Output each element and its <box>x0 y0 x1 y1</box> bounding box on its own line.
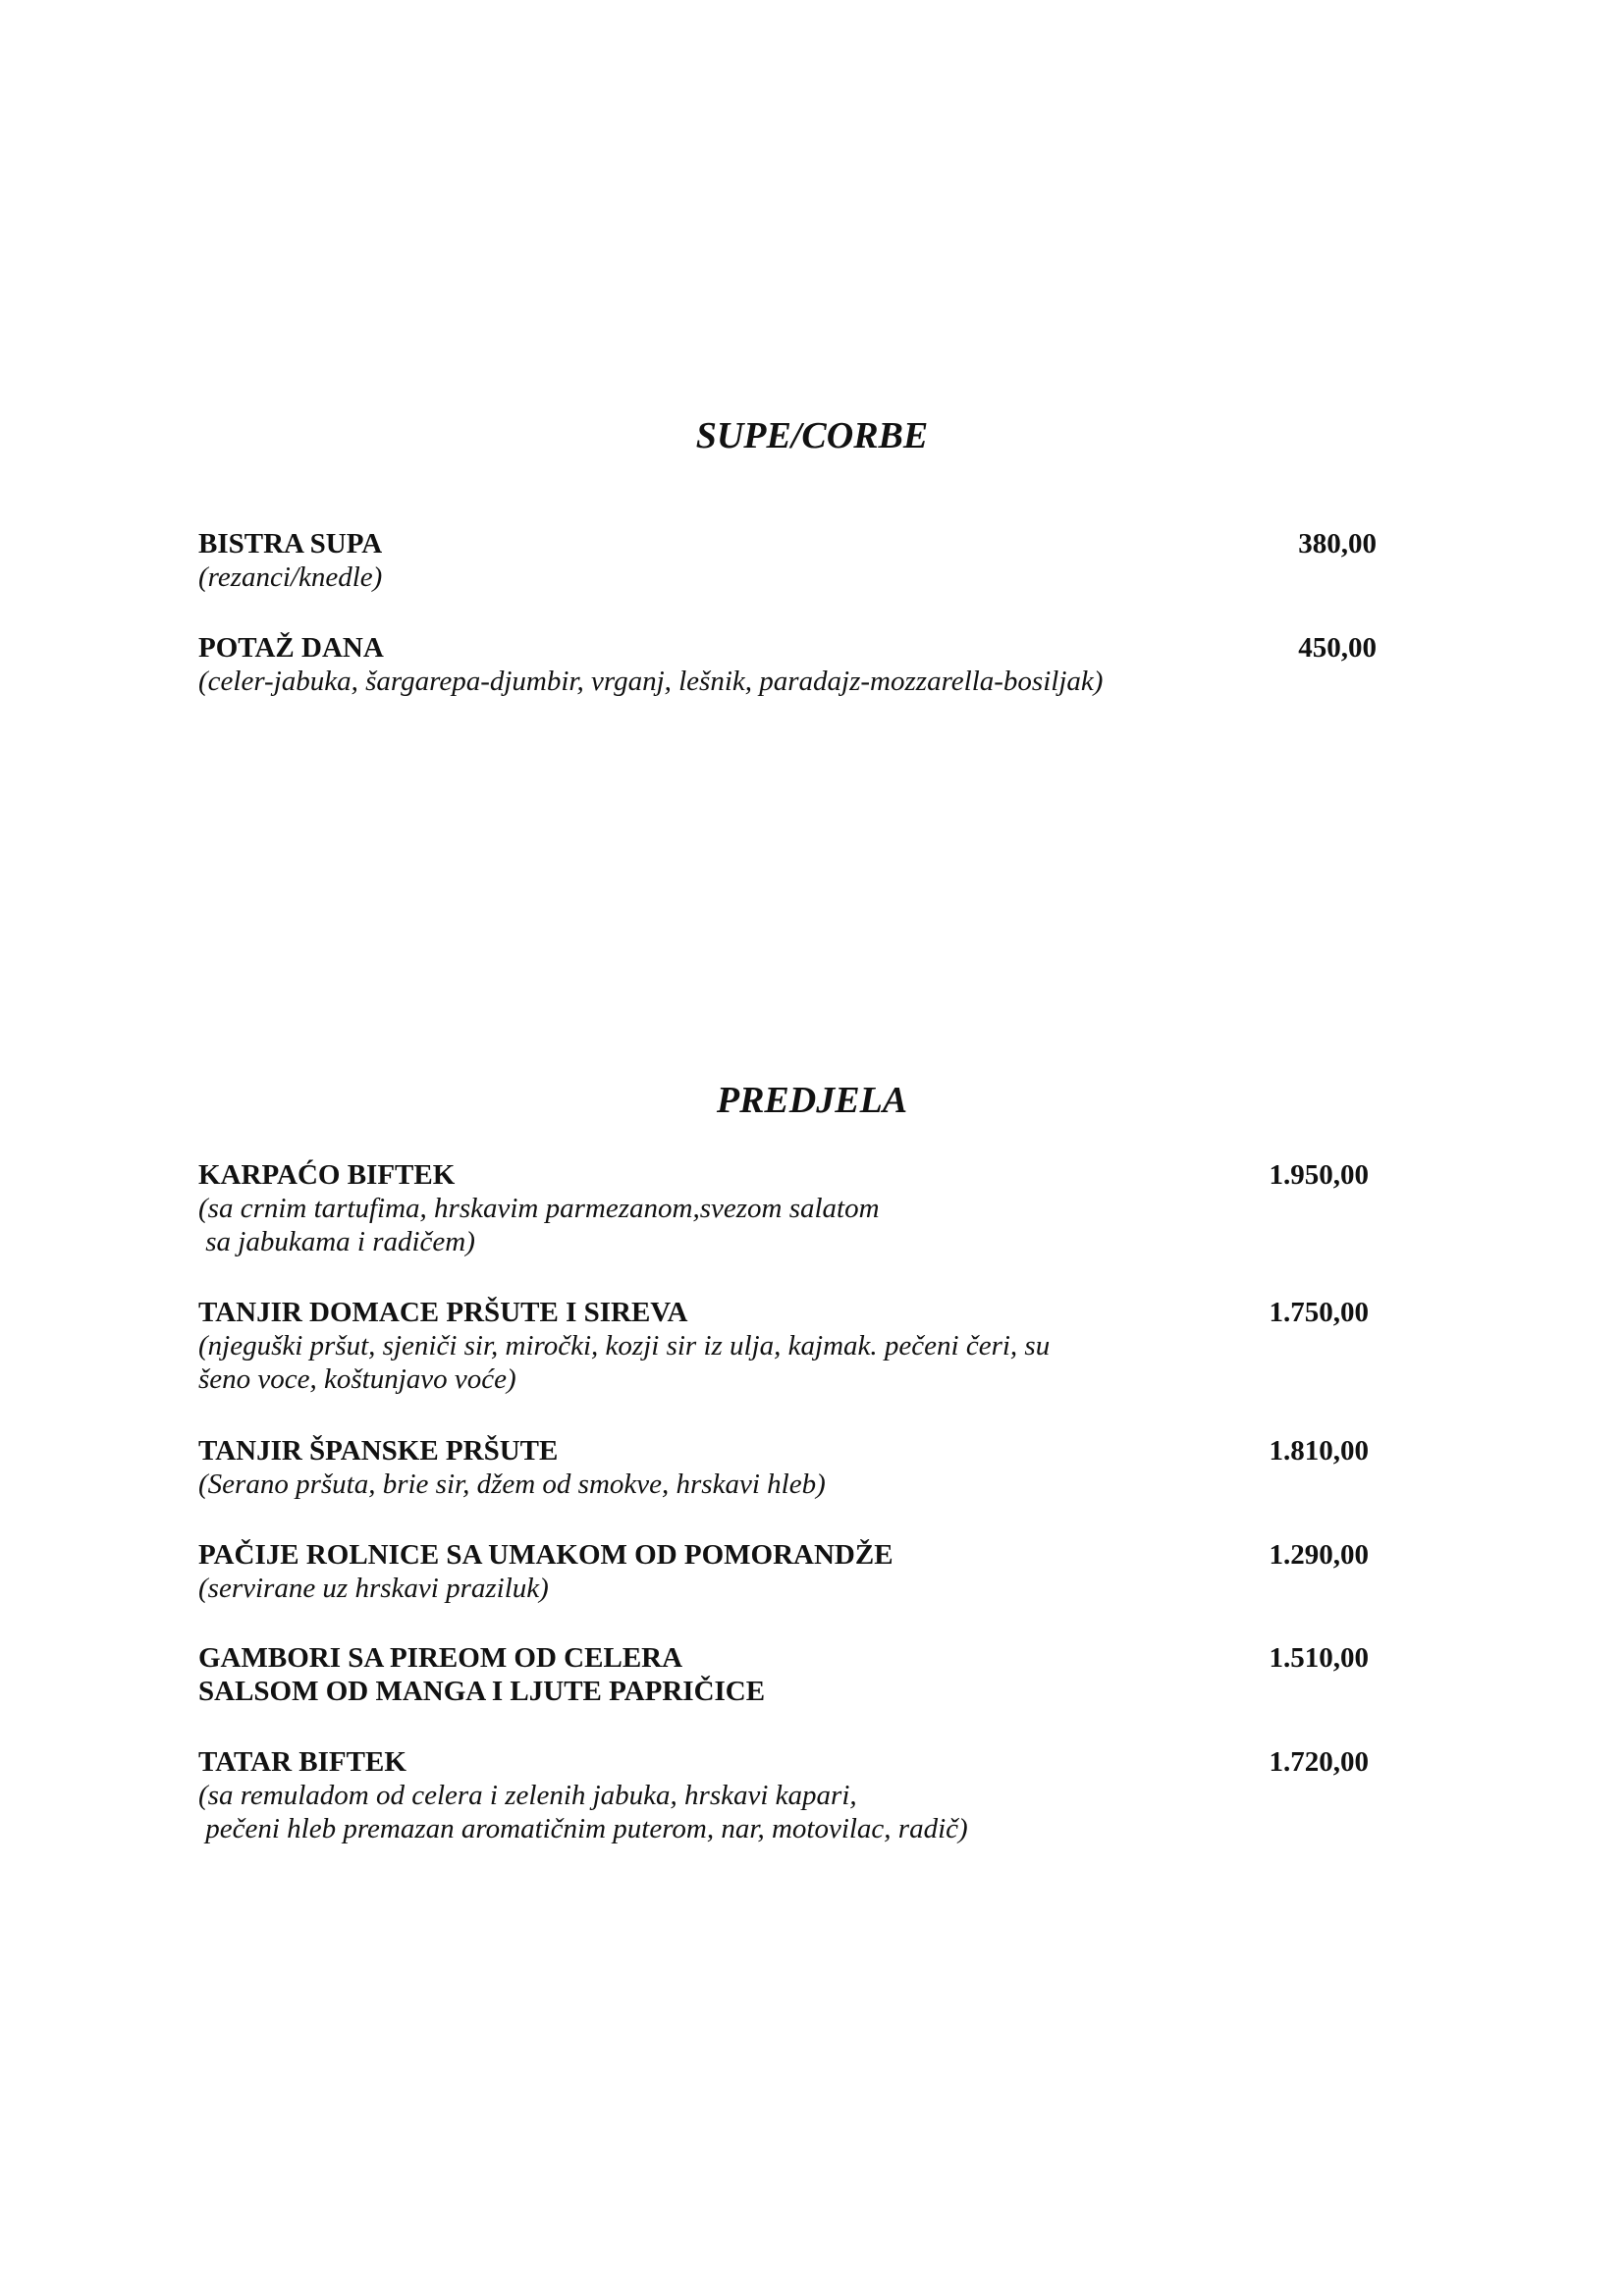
item-name: TANJIR ŠPANSKE PRŠUTE <box>198 1435 559 1467</box>
item-name: BISTRA SUPA <box>198 528 383 560</box>
item-name: GAMBORI SA PIREOM OD CELERA <box>198 1642 683 1674</box>
item-price: 1.950,00 <box>1269 1159 1369 1191</box>
item-name: POTAŽ DANA <box>198 632 384 664</box>
item-price: 1.290,00 <box>1269 1539 1369 1571</box>
item-description: (sa crnim tartufima, hrskavim parmezanom,svezom salatom <box>198 1193 880 1224</box>
item-description: šeno voce, koštunjavo voće) <box>198 1363 516 1395</box>
menu-item <box>198 1158 1377 1258</box>
item-description: (rezanci/knedle) <box>198 561 383 593</box>
item-price: 1.510,00 <box>1269 1642 1369 1674</box>
item-description: (Serano pršuta, brie sir, džem od smokve, hrskavi hleb) <box>198 1468 826 1500</box>
menu-item <box>198 631 1377 698</box>
menu-item <box>198 1538 1377 1605</box>
item-name: KARPAĆO BIFTEK <box>198 1159 456 1191</box>
item-price: 1.720,00 <box>1269 1746 1369 1778</box>
section-title-predjela: PREDJELA <box>716 1080 908 1121</box>
item-description: (celer-jabuka, šargarepa-djumbir, vrganj, lešnik, paradajz-mozzarella-bosiljak) <box>198 666 1104 697</box>
item-description: pečeni hleb premazan aromatičnim puterom, nar, motovilac, radič) <box>198 1813 968 1844</box>
item-description: (njeguški pršut, sjeniči sir, miročki, kozji sir iz ulja, kajmak. pečeni čeri, su <box>198 1330 1051 1362</box>
item-name: TATAR BIFTEK <box>198 1746 406 1778</box>
item-name: PAČIJE ROLNICE SA UMAKOM OD POMORANDŽE <box>198 1539 893 1571</box>
item-description: (sa remuladom od celera i zelenih jabuka, hrskavi kapari, <box>198 1780 857 1811</box>
item-price: 380,00 <box>1298 528 1377 560</box>
menu-item <box>198 1296 1377 1396</box>
item-description: sa jabukama i radičem) <box>198 1226 475 1257</box>
section-title-supe-corbe: SUPE/CORBE <box>695 415 929 456</box>
menu-item <box>198 527 1377 594</box>
menu-item <box>198 1745 1377 1845</box>
item-description: (servirane uz hrskavi praziluk) <box>198 1573 549 1604</box>
menu-item <box>198 1434 1377 1501</box>
item-price: 450,00 <box>1298 632 1377 664</box>
item-name-continued: SALSOM OD MANGA I LJUTE PAPRIČICE <box>198 1676 766 1707</box>
menu-item <box>198 1641 1377 1708</box>
item-price: 1.810,00 <box>1269 1435 1369 1467</box>
item-price: 1.750,00 <box>1269 1297 1369 1328</box>
item-name: TANJIR DOMACE PRŠUTE I SIREVA <box>198 1297 688 1328</box>
